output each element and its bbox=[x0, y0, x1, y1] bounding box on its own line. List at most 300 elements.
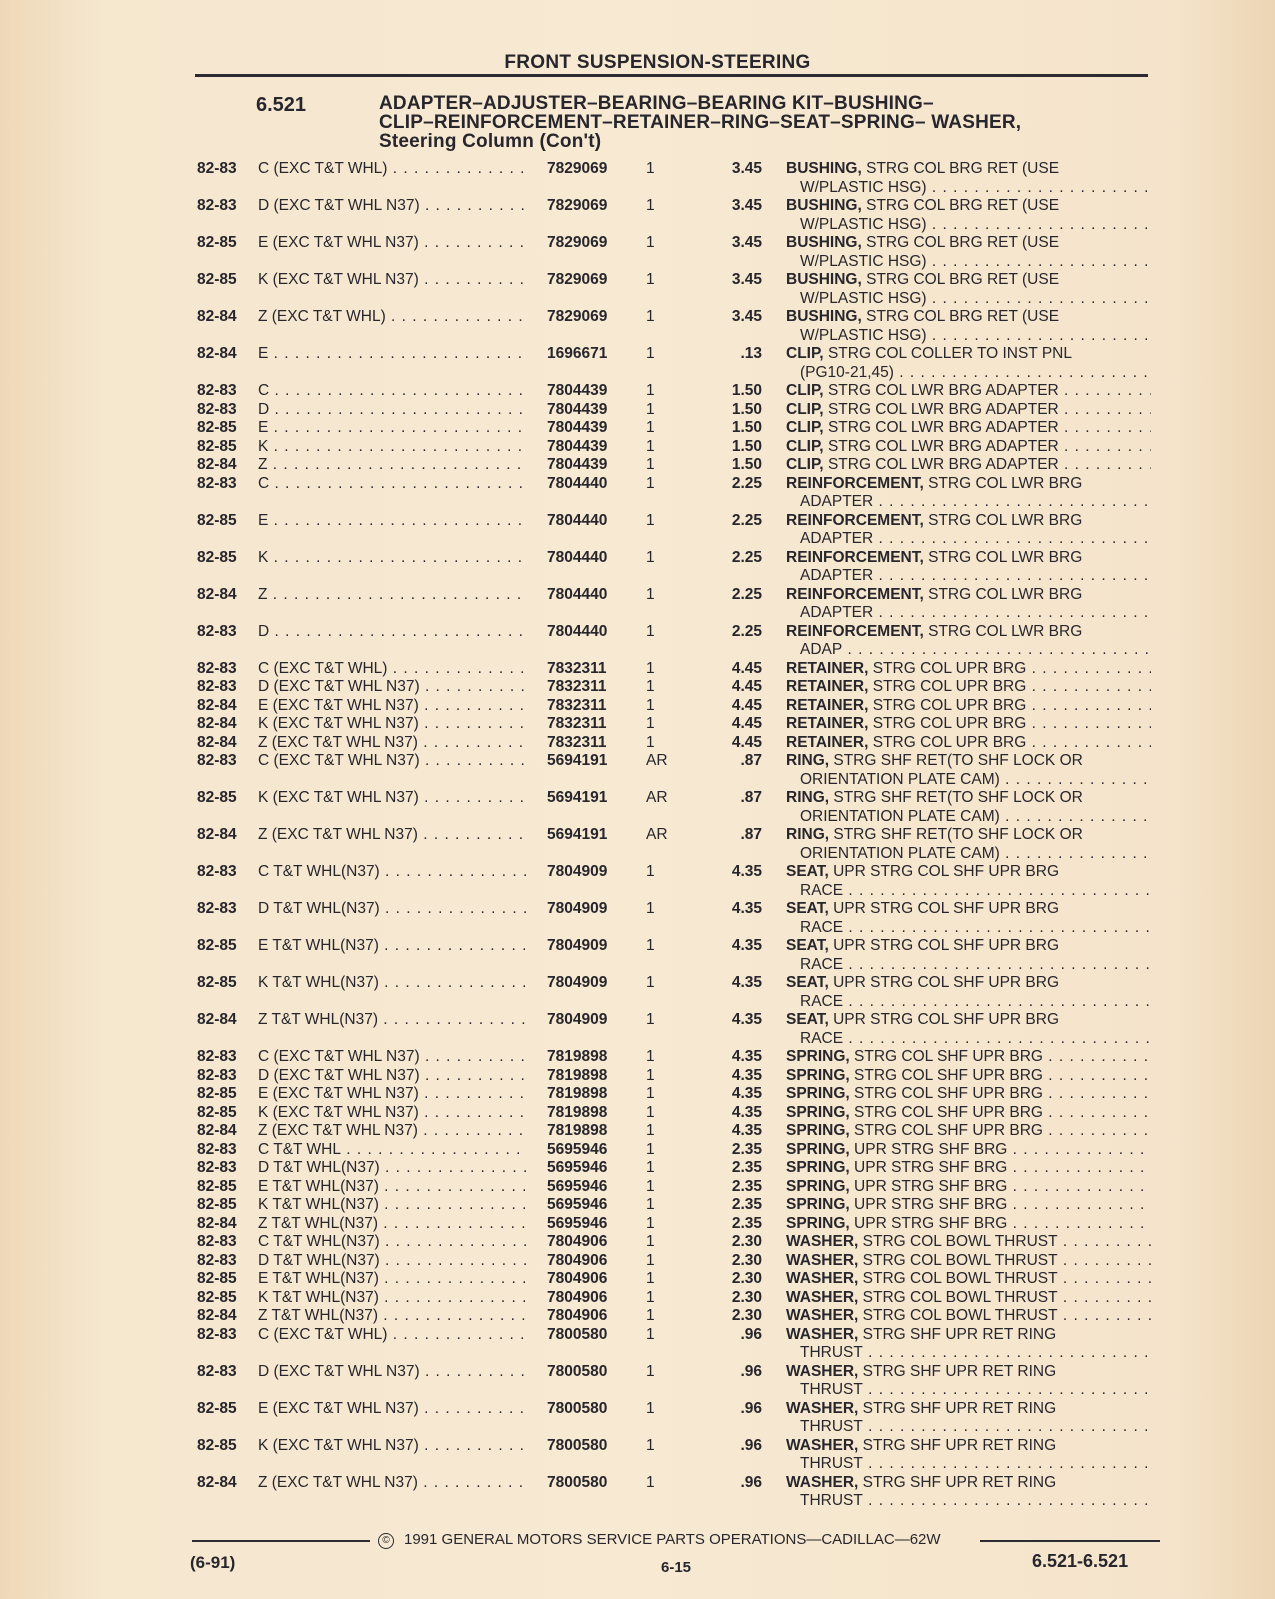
row-description-keyword: WASHER, bbox=[786, 1399, 859, 1417]
row-description-text: UPR STRG SHF BRG bbox=[854, 1196, 1008, 1213]
row-part-number: 7804439 bbox=[547, 419, 608, 436]
row-description-keyword: SEAT, bbox=[786, 974, 829, 991]
row-description-keyword: BUSHING, bbox=[786, 160, 862, 177]
row-description-text: UPR STRG SHF BRG bbox=[854, 1140, 1008, 1158]
row-price: 4.35 bbox=[731, 974, 762, 991]
row-year: 82-83 bbox=[197, 197, 237, 214]
row-model: C (EXC T&T WHL) . . . bbox=[258, 660, 526, 679]
row-description-text: UPR STRG COL SHF UPR BRG bbox=[833, 937, 1060, 954]
footer-date: (6-91) bbox=[190, 1553, 236, 1572]
row-description bbox=[786, 234, 1151, 271]
row-description-keyword: CLIP, bbox=[786, 382, 824, 399]
row-description-keyword: WASHER, bbox=[786, 1307, 859, 1324]
row-description-keyword: BUSHING, bbox=[786, 308, 862, 325]
row-description-text: STRG COL BRG RET (USE bbox=[866, 160, 1060, 177]
row-price: 4.35 bbox=[731, 1048, 762, 1065]
row-quantity: 1 bbox=[646, 900, 655, 917]
row-description bbox=[786, 382, 1151, 401]
row-price: 2.25 bbox=[731, 548, 762, 566]
row-part-number: 7804439 bbox=[547, 382, 608, 399]
row-description-text: UPR STRG COL SHF UPR BRG bbox=[833, 863, 1060, 880]
row-model: D (EXC T&T WHL N37) . . . bbox=[258, 1067, 526, 1086]
row-part-number: 7804440 bbox=[547, 548, 608, 566]
row-year: 82-84 bbox=[197, 345, 237, 362]
row-year: 82-83 bbox=[197, 863, 237, 880]
row-model: Z (EXC T&T WHL N37) . . . bbox=[258, 1474, 526, 1493]
row-quantity: 1 bbox=[646, 659, 655, 677]
row-price: 4.35 bbox=[731, 1011, 762, 1028]
row-description bbox=[786, 512, 1151, 549]
row-part-number: 7829069 bbox=[547, 234, 608, 251]
row-description-text: STRG COL UPR BRG bbox=[872, 696, 1027, 714]
row-part-number: 5695946 bbox=[547, 1214, 608, 1232]
row-description bbox=[786, 1400, 1151, 1437]
row-model: E T&T WHL(N37) . . . bbox=[258, 1178, 526, 1197]
row-description-keyword: CLIP, bbox=[786, 437, 824, 455]
row-price: .96 bbox=[740, 1325, 762, 1343]
row-description-text: STRG COL UPR BRG bbox=[872, 659, 1027, 677]
row-description-continuation: ORIENTATION PLATE CAM) . . . bbox=[786, 771, 1151, 790]
row-price: 2.30 bbox=[731, 1233, 762, 1250]
row-quantity: 1 bbox=[646, 1085, 655, 1102]
row-model: Z T&T WHL(N37) . . . bbox=[258, 1011, 526, 1030]
row-model: D T&T WHL(N37) . . . bbox=[258, 1252, 526, 1271]
row-description-keyword: RETAINER, bbox=[786, 659, 869, 677]
row-description-keyword: SEAT, bbox=[786, 900, 829, 917]
row-quantity: AR bbox=[646, 752, 668, 769]
row-description-continuation: ORIENTATION PLATE CAM) . . . bbox=[786, 808, 1151, 827]
row-year: 82-85 bbox=[197, 1399, 237, 1417]
row-description-text: STRG COL UPR BRG bbox=[872, 715, 1027, 732]
row-quantity: 1 bbox=[646, 400, 655, 418]
row-description-text: STRG SHF UPR RET RING bbox=[862, 1436, 1057, 1454]
row-description-text: UPR STRG COL SHF UPR BRG bbox=[833, 974, 1060, 991]
row-model: E . . . bbox=[258, 345, 526, 364]
row-year: 82-83 bbox=[197, 900, 237, 917]
row-part-number: 7804440 bbox=[547, 585, 608, 603]
row-description bbox=[786, 734, 1151, 753]
row-description bbox=[786, 1252, 1151, 1271]
row-quantity: 1 bbox=[646, 1307, 655, 1324]
row-description bbox=[786, 863, 1151, 900]
row-description-text: UPR STRG COL SHF UPR BRG bbox=[833, 1011, 1060, 1028]
row-description-text: UPR STRG SHF BRG bbox=[854, 1159, 1008, 1176]
row-part-number: 7800580 bbox=[547, 1362, 608, 1380]
row-description-continuation: RACE . . . bbox=[786, 919, 1151, 938]
row-description-keyword: RING, bbox=[786, 826, 830, 843]
row-quantity: 1 bbox=[646, 197, 655, 214]
row-part-number: 7819898 bbox=[547, 1048, 608, 1065]
row-model: D T&T WHL(N37) . . . bbox=[258, 1159, 526, 1178]
row-part-number: 7832311 bbox=[547, 659, 607, 677]
row-description-text: STRG COL BRG RET (USE bbox=[866, 234, 1060, 251]
row-description-keyword: RETAINER, bbox=[786, 715, 869, 732]
row-quantity: 1 bbox=[646, 511, 655, 529]
row-part-number: 7804906 bbox=[547, 1251, 608, 1269]
row-quantity: 1 bbox=[646, 622, 655, 640]
row-model: E T&T WHL(N37) . . . bbox=[258, 937, 526, 956]
row-description-keyword: REINFORCEMENT, bbox=[786, 474, 924, 492]
row-model: D (EXC T&T WHL N37) . . . bbox=[258, 678, 526, 697]
row-model: D . . . bbox=[258, 623, 526, 642]
row-description bbox=[786, 1437, 1151, 1474]
row-description-text: STRG COL LWR BRG bbox=[928, 511, 1083, 529]
row-description bbox=[786, 197, 1151, 234]
row-model: Z T&T WHL(N37) . . . bbox=[258, 1215, 526, 1234]
row-quantity: 1 bbox=[646, 974, 655, 991]
row-price: 1.50 bbox=[731, 456, 762, 473]
row-description bbox=[786, 549, 1151, 586]
row-description bbox=[786, 1270, 1151, 1289]
row-description bbox=[786, 660, 1151, 679]
row-model: E (EXC T&T WHL N37) . . . bbox=[258, 1400, 526, 1419]
row-description-continuation: THRUST . . . bbox=[786, 1344, 1151, 1363]
row-year: 82-85 bbox=[197, 1288, 237, 1306]
row-year: 82-83 bbox=[197, 1325, 237, 1343]
row-part-number: 5695946 bbox=[547, 1159, 608, 1176]
row-model: Z . . . bbox=[258, 586, 526, 605]
row-part-number: 5695946 bbox=[547, 1177, 608, 1195]
row-quantity: 1 bbox=[646, 419, 655, 436]
row-quantity: 1 bbox=[646, 437, 655, 455]
row-description-keyword: RING, bbox=[786, 789, 830, 806]
row-year: 82-85 bbox=[197, 419, 237, 436]
row-price: 4.35 bbox=[731, 1066, 762, 1084]
row-quantity: 1 bbox=[646, 1325, 655, 1343]
row-description-keyword: SPRING, bbox=[786, 1140, 850, 1158]
row-description bbox=[786, 1048, 1151, 1067]
row-description-keyword: RETAINER, bbox=[786, 678, 869, 695]
row-model: C T&T WHL . . . bbox=[258, 1141, 526, 1160]
row-year: 82-83 bbox=[197, 659, 237, 677]
row-description-continuation: ADAPTER . . . bbox=[786, 567, 1151, 586]
row-description-keyword: BUSHING, bbox=[786, 197, 862, 214]
row-price: 4.35 bbox=[731, 1122, 762, 1139]
row-part-number: 5694191 bbox=[547, 789, 608, 806]
row-model: C (EXC T&T WHL N37) . . . bbox=[258, 1048, 526, 1067]
row-price: 4.35 bbox=[731, 863, 762, 880]
row-description bbox=[786, 345, 1151, 382]
footer-rule-left bbox=[192, 1540, 370, 1542]
row-year: 82-83 bbox=[197, 160, 237, 177]
row-quantity: AR bbox=[646, 789, 668, 806]
footer-page-number: 6-15 bbox=[661, 1559, 692, 1576]
row-description-text: STRG COL LWR BRG ADAPTER bbox=[827, 437, 1059, 455]
row-description-continuation: ADAPTER . . . bbox=[786, 530, 1151, 549]
row-part-number: 7804906 bbox=[547, 1233, 608, 1250]
row-description-text: STRG COL LWR BRG bbox=[928, 474, 1083, 492]
row-part-number: 7804440 bbox=[547, 511, 608, 529]
row-description-text: STRG COL SHF UPR BRG bbox=[854, 1048, 1043, 1065]
copyright-text: 1991 GENERAL MOTORS SERVICE PARTS OPERATIONS—CADILLAC—62W bbox=[404, 1531, 941, 1548]
row-year: 82-85 bbox=[197, 234, 237, 251]
row-description bbox=[786, 752, 1151, 789]
row-part-number: 7832311 bbox=[547, 715, 607, 732]
row-quantity: 1 bbox=[646, 1270, 655, 1287]
row-year: 82-85 bbox=[197, 1177, 237, 1195]
row-part-number: 7829069 bbox=[547, 271, 608, 288]
row-description-keyword: SPRING, bbox=[786, 1177, 850, 1195]
row-description bbox=[786, 586, 1151, 623]
row-description-keyword: RETAINER, bbox=[786, 733, 869, 751]
row-model: Z . . . bbox=[258, 456, 526, 475]
row-model: Z (EXC T&T WHL N37) . . . bbox=[258, 734, 526, 753]
row-description-text: STRG COL BRG RET (USE bbox=[866, 197, 1060, 214]
row-description-continuation: W/PLASTIC HSG) . . . bbox=[786, 327, 1151, 346]
row-description bbox=[786, 937, 1151, 974]
row-quantity: 1 bbox=[646, 548, 655, 566]
row-quantity: 1 bbox=[646, 234, 655, 251]
row-description bbox=[786, 1178, 1151, 1197]
row-model: D (EXC T&T WHL N37) . . . bbox=[258, 1363, 526, 1382]
row-model: C T&T WHL(N37) . . . bbox=[258, 863, 526, 882]
row-description bbox=[786, 160, 1151, 197]
row-description-keyword: REINFORCEMENT, bbox=[786, 511, 924, 529]
row-part-number: 7804906 bbox=[547, 1270, 608, 1287]
row-part-number: 7819898 bbox=[547, 1066, 608, 1084]
row-description-keyword: CLIP, bbox=[786, 345, 824, 362]
row-part-number: 7804909 bbox=[547, 900, 608, 917]
row-part-number: 7819898 bbox=[547, 1085, 608, 1102]
row-description bbox=[786, 438, 1151, 457]
row-model: E . . . bbox=[258, 419, 526, 438]
row-price: 4.35 bbox=[731, 1085, 762, 1102]
row-description-continuation: THRUST . . . bbox=[786, 1418, 1151, 1437]
row-part-number: 7832311 bbox=[547, 733, 607, 751]
row-part-number: 7804440 bbox=[547, 622, 608, 640]
row-description-keyword: SPRING, bbox=[786, 1122, 850, 1139]
row-description-text: STRG COL BOWL THRUST bbox=[862, 1251, 1058, 1269]
row-description-text: STRG SHF UPR RET RING bbox=[862, 1399, 1057, 1417]
row-part-number: 7829069 bbox=[547, 160, 608, 177]
copyright-icon: © bbox=[378, 1533, 394, 1549]
page-header-title: FRONT SUSPENSION-STEERING bbox=[504, 52, 811, 73]
row-description-continuation: W/PLASTIC HSG) . . . bbox=[786, 179, 1151, 198]
row-part-number: 7800580 bbox=[547, 1436, 608, 1454]
row-part-number: 7800580 bbox=[547, 1399, 608, 1417]
row-model: Z (EXC T&T WHL) . . . bbox=[258, 308, 526, 327]
row-price: 2.35 bbox=[731, 1214, 762, 1232]
row-description-text: UPR STRG SHF BRG bbox=[854, 1177, 1008, 1195]
row-year: 82-83 bbox=[197, 400, 237, 418]
row-description bbox=[786, 308, 1151, 345]
row-price: 2.35 bbox=[731, 1196, 762, 1213]
row-model: K (EXC T&T WHL N37) . . . bbox=[258, 715, 526, 734]
row-description-text: STRG COL SHF UPR BRG bbox=[854, 1103, 1043, 1121]
row-model: Z (EXC T&T WHL N37) . . . bbox=[258, 826, 526, 845]
row-model: K (EXC T&T WHL N37) . . . bbox=[258, 271, 526, 290]
row-quantity: 1 bbox=[646, 1159, 655, 1176]
row-description bbox=[786, 697, 1151, 716]
row-year: 82-83 bbox=[197, 474, 237, 492]
row-description bbox=[786, 826, 1151, 863]
footer-rule-right bbox=[980, 1540, 1160, 1542]
row-description bbox=[786, 678, 1151, 697]
row-model: C (EXC T&T WHL) . . . bbox=[258, 1326, 526, 1345]
section-title-line: Steering Column (Con't) bbox=[379, 131, 602, 152]
row-description-keyword: SEAT, bbox=[786, 937, 829, 954]
row-price: 4.45 bbox=[731, 696, 762, 714]
row-description-text: STRG SHF RET(TO SHF LOCK OR bbox=[833, 752, 1083, 769]
row-year: 82-83 bbox=[197, 1048, 237, 1065]
row-year: 82-83 bbox=[197, 1233, 237, 1250]
row-quantity: 1 bbox=[646, 1122, 655, 1139]
row-price: 4.45 bbox=[731, 715, 762, 732]
row-model: C . . . bbox=[258, 475, 526, 494]
row-description-text: STRG COL LWR BRG ADAPTER bbox=[827, 382, 1059, 399]
row-year: 82-85 bbox=[197, 437, 237, 455]
row-quantity: 1 bbox=[646, 1214, 655, 1232]
row-year: 82-83 bbox=[197, 382, 237, 399]
row-quantity: 1 bbox=[646, 715, 655, 732]
row-description bbox=[786, 1326, 1151, 1363]
row-part-number: 5695946 bbox=[547, 1196, 608, 1213]
row-part-number: 7800580 bbox=[547, 1473, 608, 1491]
row-model: D (EXC T&T WHL N37) . . . bbox=[258, 197, 526, 216]
row-price: 2.30 bbox=[731, 1307, 762, 1324]
row-year: 82-85 bbox=[197, 1436, 237, 1454]
row-description-continuation: W/PLASTIC HSG) . . . bbox=[786, 216, 1151, 235]
row-quantity: 1 bbox=[646, 678, 655, 695]
row-year: 82-84 bbox=[197, 1473, 237, 1491]
row-description-text: STRG COL LWR BRG bbox=[928, 548, 1083, 566]
row-quantity: 1 bbox=[646, 1399, 655, 1417]
row-description-continuation: THRUST . . . bbox=[786, 1455, 1151, 1474]
row-year: 82-83 bbox=[197, 1159, 237, 1176]
row-price: 2.35 bbox=[731, 1159, 762, 1176]
row-quantity: AR bbox=[646, 826, 668, 843]
row-description-text: STRG COL COLLER TO INST PNL bbox=[827, 345, 1072, 362]
row-price: 1.50 bbox=[731, 437, 762, 455]
row-year: 82-84 bbox=[197, 585, 237, 603]
row-description bbox=[786, 1159, 1151, 1178]
row-year: 82-85 bbox=[197, 937, 237, 954]
row-part-number: 7819898 bbox=[547, 1103, 608, 1121]
copyright-notice bbox=[378, 1531, 941, 1549]
row-description-keyword: WASHER, bbox=[786, 1270, 859, 1287]
row-part-number: 7804439 bbox=[547, 437, 608, 455]
row-price: .96 bbox=[740, 1473, 762, 1491]
row-part-number: 1696671 bbox=[547, 345, 608, 362]
row-price: 3.45 bbox=[731, 234, 762, 251]
row-year: 82-84 bbox=[197, 456, 237, 473]
row-description-keyword: WASHER, bbox=[786, 1473, 859, 1491]
row-model: K (EXC T&T WHL N37) . . . bbox=[258, 1437, 526, 1456]
row-description bbox=[786, 1122, 1151, 1141]
row-model: K . . . bbox=[258, 549, 526, 568]
row-description-keyword: CLIP, bbox=[786, 419, 824, 436]
row-quantity: 1 bbox=[646, 1103, 655, 1121]
row-description-keyword: SPRING, bbox=[786, 1196, 850, 1213]
row-price: 3.45 bbox=[731, 197, 762, 214]
row-description-text: STRG SHF UPR RET RING bbox=[862, 1325, 1057, 1343]
row-part-number: 7804909 bbox=[547, 974, 608, 991]
row-description-text: STRG COL SHF UPR BRG bbox=[854, 1085, 1043, 1102]
row-part-number: 7819898 bbox=[547, 1122, 608, 1139]
row-description-text: STRG COL BOWL THRUST bbox=[862, 1233, 1058, 1250]
row-price: 4.45 bbox=[731, 659, 762, 677]
row-part-number: 7804909 bbox=[547, 937, 608, 954]
row-description-text: STRG COL LWR BRG ADAPTER bbox=[827, 419, 1059, 436]
row-year: 82-84 bbox=[197, 1122, 237, 1139]
row-year: 82-85 bbox=[197, 511, 237, 529]
row-description-text: STRG COL LWR BRG ADAPTER bbox=[827, 400, 1059, 418]
row-part-number: 7804906 bbox=[547, 1307, 608, 1324]
row-description bbox=[786, 1307, 1151, 1326]
row-description bbox=[786, 1363, 1151, 1400]
row-description-keyword: RETAINER, bbox=[786, 696, 869, 714]
row-description bbox=[786, 401, 1151, 420]
row-description-keyword: BUSHING, bbox=[786, 234, 862, 251]
row-description-keyword: WASHER, bbox=[786, 1288, 859, 1306]
row-price: .96 bbox=[740, 1436, 762, 1454]
row-model: D T&T WHL(N37) . . . bbox=[258, 900, 526, 919]
row-model: K T&T WHL(N37) . . . bbox=[258, 1289, 526, 1308]
row-year: 82-85 bbox=[197, 271, 237, 288]
row-quantity: 1 bbox=[646, 1473, 655, 1491]
row-price: 4.35 bbox=[731, 1103, 762, 1121]
row-description-continuation: W/PLASTIC HSG) . . . bbox=[786, 290, 1151, 309]
row-description-text: STRG SHF RET(TO SHF LOCK OR bbox=[833, 789, 1083, 806]
row-model: E (EXC T&T WHL N37) . . . bbox=[258, 1085, 526, 1104]
row-price: 3.45 bbox=[731, 308, 762, 325]
row-year: 82-84 bbox=[197, 696, 237, 714]
row-price: 3.45 bbox=[731, 160, 762, 177]
row-description-text: STRG COL LWR BRG ADAPTER bbox=[827, 456, 1059, 473]
row-price: 4.45 bbox=[731, 678, 762, 695]
row-quantity: 1 bbox=[646, 1011, 655, 1028]
row-description-continuation: W/PLASTIC HSG) . . . bbox=[786, 253, 1151, 272]
row-description-continuation: RACE . . . bbox=[786, 956, 1151, 975]
footer-section-range: 6.521-6.521 bbox=[1032, 1551, 1129, 1571]
row-description-keyword: CLIP, bbox=[786, 456, 824, 473]
row-description-text: STRG COL BRG RET (USE bbox=[866, 271, 1060, 288]
row-quantity: 1 bbox=[646, 271, 655, 288]
row-description bbox=[786, 1067, 1151, 1086]
row-description bbox=[786, 1474, 1151, 1511]
row-quantity: 1 bbox=[646, 1177, 655, 1195]
row-year: 82-84 bbox=[197, 826, 237, 843]
row-year: 82-85 bbox=[197, 974, 237, 991]
row-part-number: 7804439 bbox=[547, 456, 608, 473]
row-part-number: 7832311 bbox=[547, 696, 607, 714]
row-description-keyword: SEAT, bbox=[786, 1011, 829, 1028]
row-description-text: STRG COL BRG RET (USE bbox=[866, 308, 1060, 325]
row-description bbox=[786, 974, 1151, 1011]
row-price: 2.25 bbox=[731, 622, 762, 640]
row-quantity: 1 bbox=[646, 160, 655, 177]
row-price: 1.50 bbox=[731, 419, 762, 436]
row-model: C (EXC T&T WHL N37) . . . bbox=[258, 752, 526, 771]
row-year: 82-85 bbox=[197, 548, 237, 566]
row-description-keyword: WASHER, bbox=[786, 1362, 859, 1380]
row-year: 82-84 bbox=[197, 715, 237, 732]
row-description bbox=[786, 456, 1151, 475]
row-quantity: 1 bbox=[646, 1048, 655, 1065]
row-year: 82-85 bbox=[197, 789, 237, 806]
row-description-text: STRG COL LWR BRG bbox=[928, 585, 1083, 603]
row-description-continuation: THRUST . . . bbox=[786, 1381, 1151, 1400]
row-description-text: STRG COL BOWL THRUST bbox=[862, 1288, 1058, 1306]
row-description-text: UPR STRG SHF BRG bbox=[854, 1214, 1008, 1232]
row-quantity: 1 bbox=[646, 456, 655, 473]
row-year: 82-83 bbox=[197, 622, 237, 640]
row-model: Z T&T WHL(N37) . . . bbox=[258, 1307, 526, 1326]
row-model: C . . . bbox=[258, 382, 526, 401]
row-price: .87 bbox=[740, 789, 762, 806]
row-year: 82-83 bbox=[197, 752, 237, 769]
row-description bbox=[786, 1289, 1151, 1308]
